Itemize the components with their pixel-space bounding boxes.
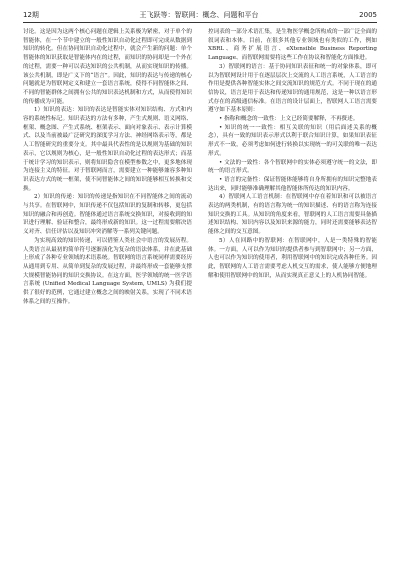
journal-year: 2005 [359, 11, 377, 19]
bullet-item: • 语言的完备性：保证智能体能够将自身所拥有的知识完整地表达出来，同时能够准确理解其他智能体所传达的知识内容。 [208, 176, 377, 192]
right-column [208, 28, 377, 555]
left-column [23, 28, 192, 555]
page-header [23, 10, 377, 23]
paragraph: 3）智联网的语言：基于协同知识表征和统一的对象体系，即可以为智联网设计用于在逐层层次上交流的人工语言系统，人工语言的作用是提供各种智能实体之间交流知识的规范方式。不同于现在的通信协议，语言是用于表达和传递知识的通用规范，这是一种以语言形式存在的高级通信标准。在语言的设计层面上，智联网人工语言需要遵守如下基本原则： [208, 63, 377, 114]
paragraph: 5）人在回路中的智联网：在智联网中，人是一类特殊的智能体。一方面，人可以作为知识的提供者参与到智联网中；另一方面，人也可以作为知识的使用者，利用智联网中的知识完成各种任务。因此，智联网的人工语言需要考虑人机交互的需求，使人能够方便地理解和使用智联网中的知识，从而实现真正意义上的人机协同智能。 [208, 237, 377, 279]
paragraph: 为实现高效的知识传递，可以借鉴人类社会中语言的发展历程。人类语言从最初的简单符号逐渐演化为复杂的语法体系，并在此基础上形成了各种专业领域的术语系统。智联网的语言系统同样需要经历从通用到专用、从简单到复杂的发展过程，并最终形成一套能够支撑大规模智能协同的知识交换协议。在这方面，医学领域的统一医学语言系统 (Unified Medical Language System, UMLS) 为我们提供了很好的范例，它通过建立概念之间的映射关系，实现了不同术语体系之间的互操作。 [23, 237, 192, 305]
bullet-item: • 文法的一致性：各个智联网中的实体必须遵守统一的文法，即统一的语言形式。 [208, 159, 377, 175]
page-number: 12期 [23, 11, 39, 19]
running-title: 王飞跃等：智联网：概念、问题和平台 [139, 11, 259, 19]
bullet-item: • 知识的统一一致性：相互关联的知识（用后面述关系的概念），具有一致的知识表示形式以利于联合知识计算，如果知识表征形式不一致，必须考虑如何进行转换以实现统一的可关联的唯一表达形式。 [208, 124, 377, 157]
paragraph: 4）智联网人工语言机制：在智联网中存在着知识和可以被语言表达的两类机制，有的语言称为统一的知识描述、有的语言称为连接知识交换的工具。从知识的角度来看，智联网的人工语言需要具备描述知识结构、知识内容以及知识来源的能力，同时还需要能够表达智能体之间的交互意图。 [208, 194, 377, 236]
paragraph: 讨论。这是因为这两个核心问题在逻辑上关系极为紧密，对于单个的智能体，在一个节中建立的一般性知识自动化过程即可完成从数据到知识的转化。但在协同知识自动化过程中，就会产生新的问题：单个智能体的知识获取是智能体内在的过程，而知识的协同却是一个外在的过程，需要一种可以表达知识的公共机制，从而实现知识的传播。该公共机制，即是广义下的“语言”。因此，知识的表达与传递的核心问题就是为智联网定义和建立一套语言系统，使得不同智能体之间、不同的智能群体之间拥有公共的知识表达机制和方式，从而使得知识的传播成为可能。 [23, 29, 192, 105]
paragraph: 控词表的一部分术语汇集，是生物医学概念所构成的一部广泛全面的叙词表和本体。目前，在很多其他专业领域也有类似的工作，例如 XBRL、商务扩展语言、eXtensible Business Reporting Language、而智联网需要将这些工作在协议和智能化方面推进。 [208, 29, 377, 62]
two-column-body [23, 28, 377, 555]
paragraph: 2）知识的传递：知识的传递是指知识在不同智能体之间的流动与共享。在智联网中，知识传递不仅包括知识的复制和转移，更包括知识的融合和再创造。智能体通过语言系统交换知识，对接收到的知识进行理解、验证和整合，最终形成新的知识。这一过程需要解决语义对齐、信任评估以及知识冲突消解等一系列关键问题。 [23, 194, 192, 236]
paragraph: 1）知识的表达：知识的表达是智能实体对知识结构、方式和内容的系统性标记。知识表达的方法有多种，产生式规则、语义网络、框架、概念图、产生式系统、框架表示、面向对象表示、表示计算模式、以及当前被最广泛研究的深度学习方法、神经网络表示等，都是人工智能研究的重要分支。其中最具代表性的是以规则为基础的知识表示，它以规则为核心，是一般性知识自动化过程的表达形式；而基于统计学习的知识表示，则将知识隐含在模型参数之中，更多地体现为连接主义的特征。对于智联网而言，需要建立一种能够兼容多种知识表达方式的统一框架，使不同智能体之间的知识能够相互转换和交换。 [23, 107, 192, 192]
bullet-item: • 指称和概念的一致性：上文已经简要解释，不再赘述。 [219, 116, 359, 123]
